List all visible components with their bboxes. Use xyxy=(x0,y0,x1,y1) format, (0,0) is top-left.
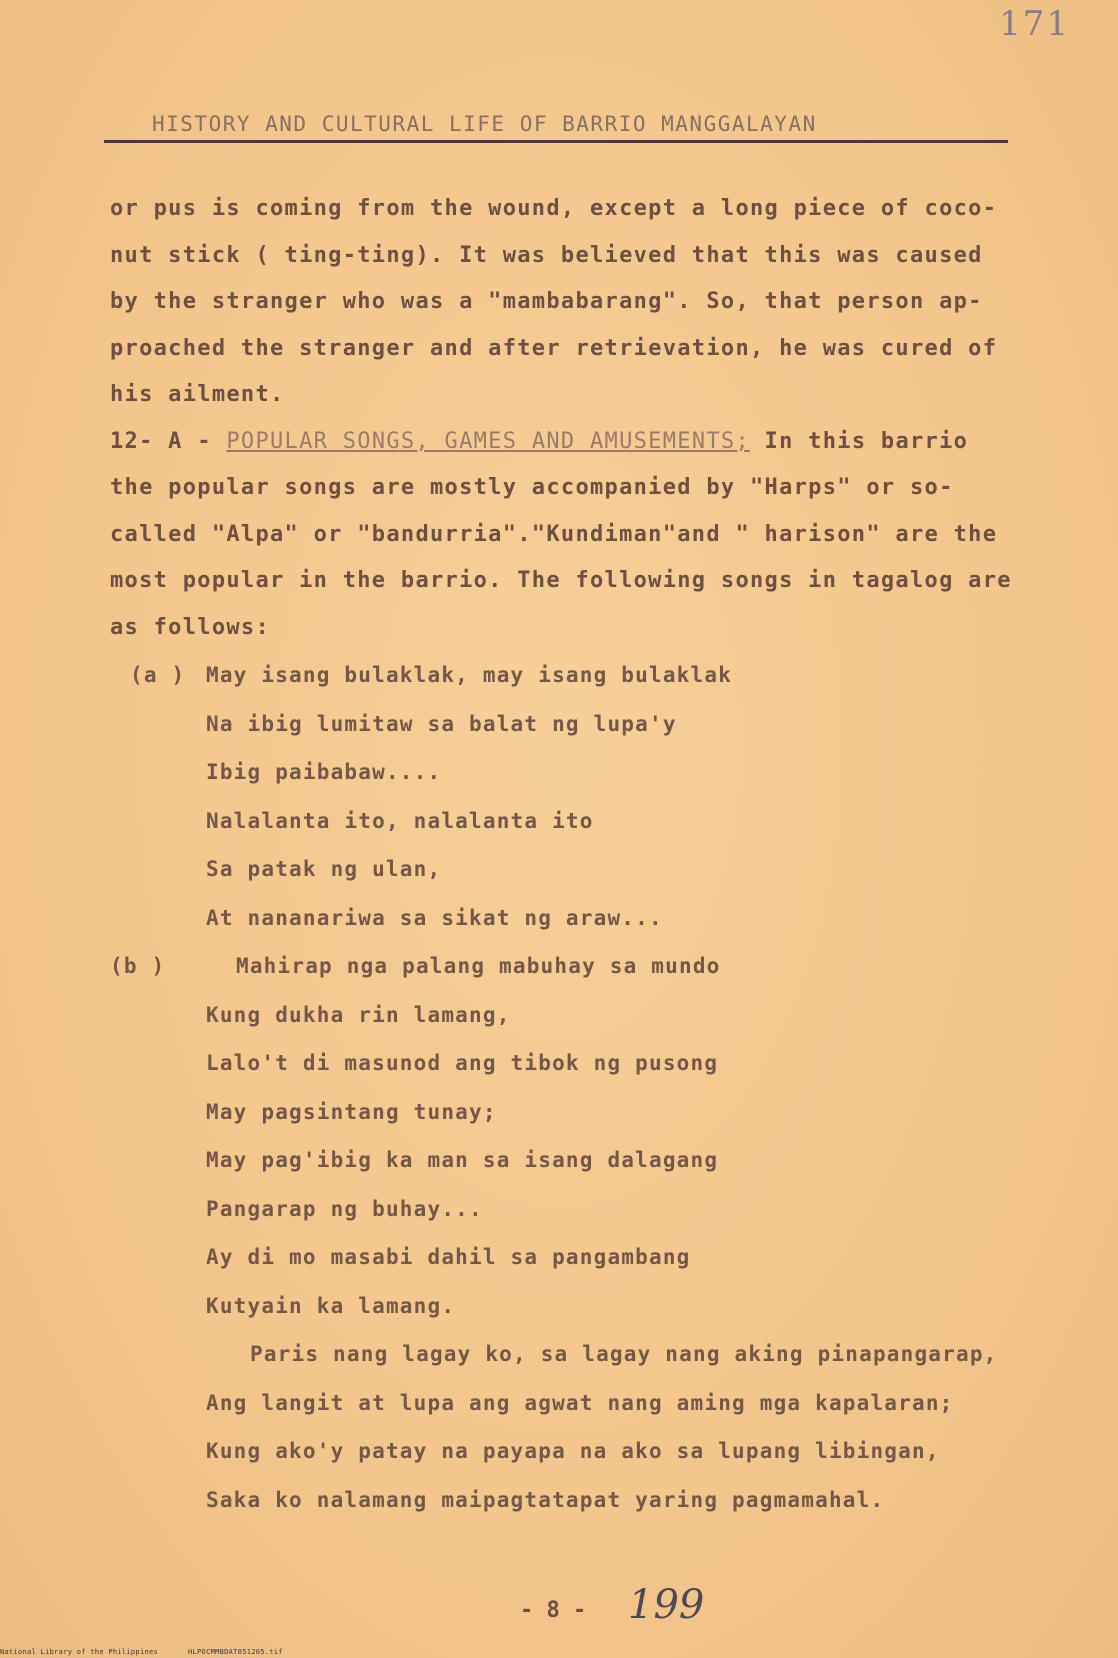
body-text xyxy=(110,186,1040,1524)
song-b-line: Pangarap ng buhay... xyxy=(206,1196,483,1221)
song-b-first-line: Mahirap nga palang mabuhay sa mundo xyxy=(236,954,721,978)
header-title: HISTORY AND CULTURAL LIFE OF BARRIO MANGGALAYAN xyxy=(152,112,817,136)
song-c-line: Paris nang lagay ko, sa lagay nang aking pinapangarap, xyxy=(250,1342,998,1366)
song-c-line: Saka ko nalamang maipagtatapat yaring pagmamahal. xyxy=(206,1487,885,1512)
song-c-line: Kung ako'y patay na payapa na ako sa lupang libingan, xyxy=(206,1439,940,1463)
scan-credit xyxy=(0,1648,283,1656)
paragraph-line: nut stick ( ting-ting). It was believed that this was caused xyxy=(110,242,983,268)
handwritten-page-number: 199 xyxy=(628,1582,705,1628)
header-rule xyxy=(104,112,1008,143)
song-a-marker: (a ) xyxy=(130,663,186,687)
paragraph-line: his ailment. xyxy=(110,382,285,407)
song-b-line: Kutyain ka lamang. xyxy=(206,1293,456,1318)
song-a-line: At nananariwa sa sikat ng araw... xyxy=(206,905,663,930)
section-line: the popular songs are mostly accompanied by "Harps" or so- xyxy=(110,475,954,500)
song-b-line: Lalo't di masunod ang tibok ng pusong xyxy=(206,1051,719,1075)
song-a-line xyxy=(110,651,1040,700)
song-b-line xyxy=(110,942,1040,991)
song-a-line: Nalalanta ito, nalalanta ito xyxy=(206,808,594,833)
section-first-line-rest: In this barrio xyxy=(750,428,969,454)
page-stamp-number: 171 xyxy=(999,4,1070,44)
section-line: as follows: xyxy=(110,614,270,640)
paragraph-line: or pus is coming from the wound, except a long piece of coco- xyxy=(110,196,998,221)
song-b-line: Ay di mo masabi dahil sa pangambang xyxy=(206,1245,691,1269)
credit-library: National Library of the Philippines xyxy=(0,1648,159,1656)
credit-file: HLPOCMMBDAT051205.tif xyxy=(188,1648,283,1656)
song-c-line: Ang langit at lupa ang agwat nang aming mga kapalaran; xyxy=(206,1390,954,1415)
section-line: most popular in the barrio. The following songs in tagalog are xyxy=(110,568,1012,593)
song-b-line: May pag'ibig ka man sa isang dalagang xyxy=(206,1148,719,1172)
paragraph-line: proached the stranger and after retrievation, he was cured of xyxy=(110,335,998,361)
footer-page-number: - 8 - xyxy=(520,1598,587,1623)
song-a-line: Sa patak ng ulan, xyxy=(206,857,442,881)
song-b-marker: (b ) xyxy=(110,954,166,978)
song-b-line: May pagsintang tunay; xyxy=(206,1099,497,1124)
section-line: called "Alpa" or "bandurria"."Kundiman"and " harison" are the xyxy=(110,521,998,547)
section-heading-line xyxy=(110,419,1040,466)
section-heading: POPULAR SONGS, GAMES AND AMUSEMENTS; xyxy=(226,428,750,454)
song-a-line: Ibig paibabaw.... xyxy=(206,760,442,784)
paragraph-line: by the stranger who was a "mambabarang". So, that person ap- xyxy=(110,289,983,314)
section-number: 12- A - xyxy=(110,428,227,454)
song-a-first-line: May isang bulaklak, may isang bulaklak xyxy=(206,663,733,687)
song-a-line: Na ibig lumitaw sa balat ng lupa'y xyxy=(206,711,677,736)
song-b-line: Kung dukha rin lamang, xyxy=(206,1002,511,1027)
